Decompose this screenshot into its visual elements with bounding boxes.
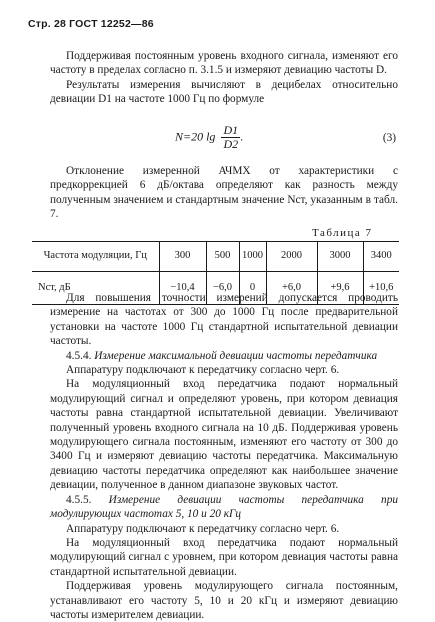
table-row-label: Nст, дБ [38,281,71,293]
paragraph-accuracy: Для повышения точности измерений допускается проводить измерение на частотах от 300 до 1000 Гц после предварительной установки на частоте 1000 Гц стандартной испытательной девиации частоты. [50,292,398,348]
formula-tail: . [240,129,244,144]
table-header-cell: 500 [206,242,239,272]
paragraph-deviation: Отклонение измеренной АЧМХ от характеристики с предкоррекцией 6 дБ/октава определяют как разность между полученным значением и стандартным значение Nст, указанным в табл. 7. [50,165,398,221]
paragraph-connect-equipment-2: Аппаратуру подключают к передатчику согласно черт. 6. [66,522,340,535]
paragraph-connect-equipment: Аппаратуру подключают к передатчику согласно черт. 6. [66,364,340,377]
table-cell: −6,0 [206,272,239,305]
formula-numerator: D1 [223,123,239,137]
table-header-cell: 300 [159,242,206,272]
formula-denominator: D2 [223,137,239,151]
table-header-cell: 1000 [239,242,266,272]
table-cell: +6,0 [266,272,317,305]
section-title: Измерение максимальной девиации частоты передатчика [94,349,378,362]
formula-expression [175,124,243,151]
formula-number: (3) [382,132,396,144]
paragraph-max-deviation-procedure: На модуляционный вход передатчика подают нормальный модулирующий сигнал и определяют уровень, при котором девиация частоты равна стандартной испытательной девиации. Увеличивают полученный уровень входного сигнала на 10 дБ. Поддерживая уровень модулирующего сигнала постоянным, изменяют его частоту от 300 до 3400 Гц и измеряют девиацию частоты передатчика. Максимальную девиацию частоты передатчика определяют как наибольшее значение девиации, полученное в данном диапазоне звуковых частот. [50,378,398,492]
section-4-5-4-heading [50,349,398,363]
paragraph-measurement-results: Результаты измерения вычисляют в децибелах относительно девиации D1 на частоте 1000 Гц по формуле [50,78,398,106]
table-header-cell: 2000 [266,242,317,272]
section-number: 4.5.4. [66,349,92,362]
table-header-row [32,242,399,272]
formula-lhs: N=20 lg [175,129,216,144]
table-header-label: Частота модуляции, Гц [43,250,147,262]
section-number: 4.5.5. [66,493,92,506]
table-cell: +9,6 [317,272,363,305]
paragraph-set-frequency: Поддерживая уровень модулирующего сигнала постоянным, устанавливают его частоту 5, 10 и 20 кГц и измеряют девиацию частоты измерителем девиации. [50,580,398,621]
table-cell: 0 [239,272,266,305]
table-cell: −10,4 [159,272,206,305]
text-block-bottom [50,291,398,622]
page-header: Стр. 28 ГОСТ 12252—86 [28,18,154,30]
paragraph-modulation-input: На модуляционный вход передатчика подают нормальный модулирующий сигнал с уровнем, при котором девиация частоты равна стандартной испытательной девиации. [50,536,398,578]
text-block-top [50,49,398,107]
paragraph-frequency-change: Поддерживая постоянным уровень входного сигнала, изменяют его частоту в пределах согласно п. 3.1.5 и измеряют девиацию частоты D. [50,50,398,77]
formula-3 [50,124,398,154]
section-4-5-5-heading [50,493,398,522]
table-header-cell: 3000 [317,242,363,272]
table-cell: +10,6 [363,272,399,305]
table-header-cell: 3400 [363,242,399,272]
formula-fraction [221,124,240,151]
section-title: Измерение девиации частоты передатчика при модулирующих частотах 5, 10 и 20 кГц [50,493,398,521]
text-block-deviation [50,164,398,222]
table-caption: Таблица 7 [312,227,373,239]
